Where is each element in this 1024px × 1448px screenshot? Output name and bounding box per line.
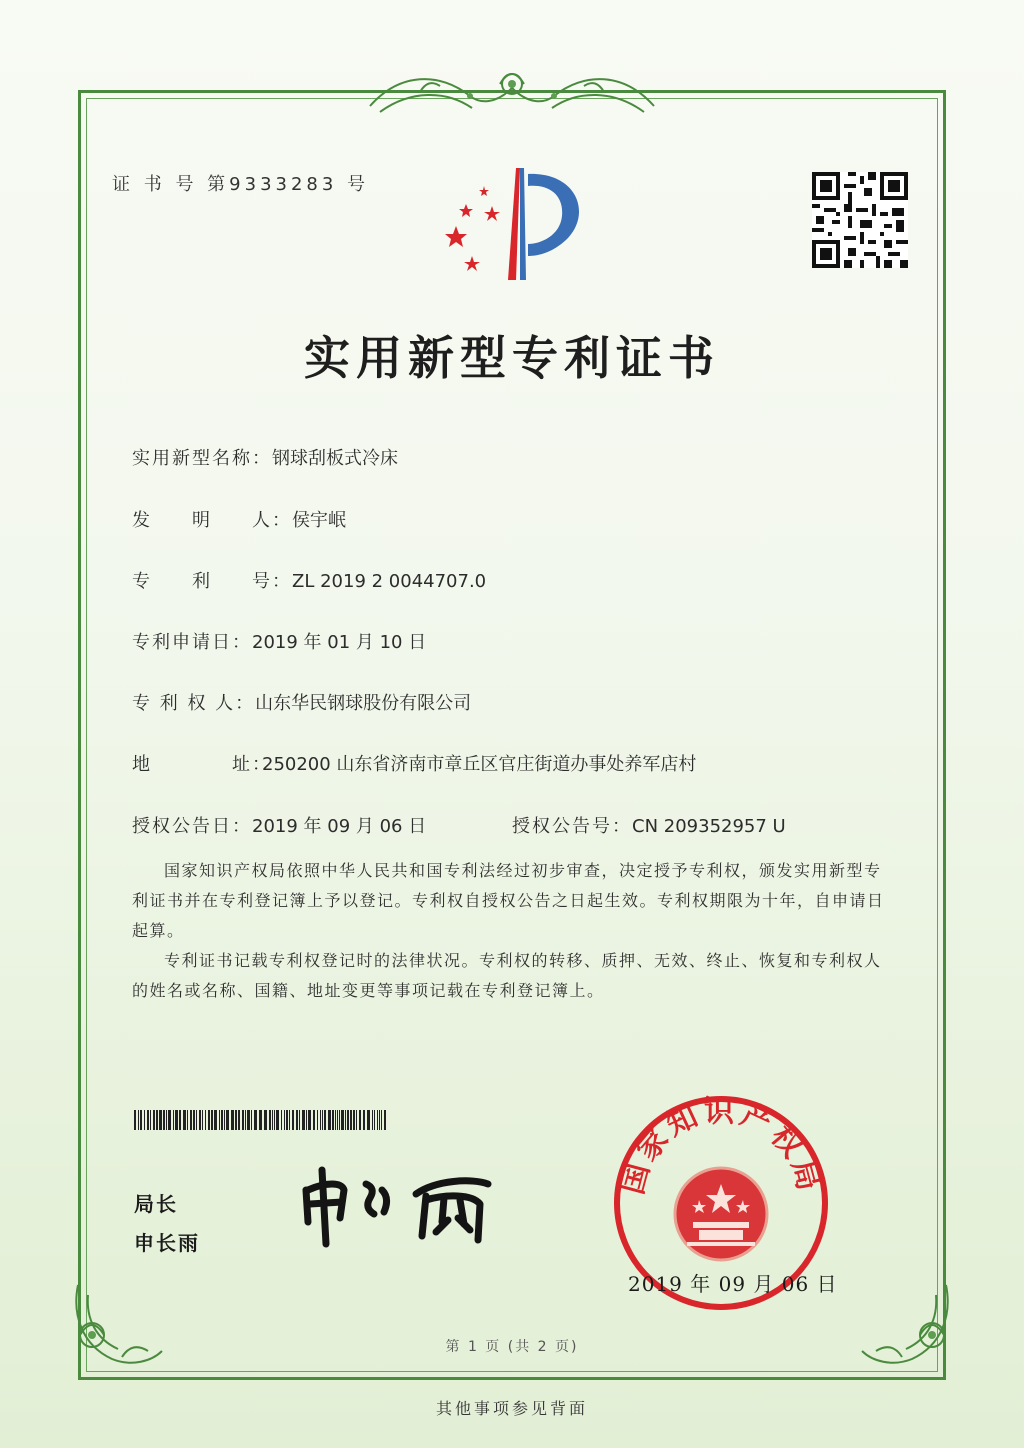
field-utility-model-name: [132, 444, 398, 470]
field-patent-holder: [132, 689, 471, 715]
field-grant-date: [132, 812, 426, 838]
field-label: 发 明 人：: [132, 510, 292, 531]
field-label: 实用新型名称：: [132, 448, 272, 469]
field-label: 专利申请日：: [132, 632, 252, 653]
field-label: 授权公告号：: [512, 816, 632, 837]
field-application-date: [132, 628, 426, 654]
barcode-icon: [134, 1110, 388, 1130]
field-value: CN 209352957 U: [632, 816, 786, 837]
corner-ornament-right: [852, 1265, 962, 1375]
director-name: 申长雨: [134, 1231, 200, 1255]
field-value: 2019 年 09 月 06 日: [252, 816, 427, 837]
page-number: 第 1 页 (共 2 页): [445, 1339, 579, 1355]
director-title: 局长: [134, 1192, 178, 1216]
corner-ornament-left: [62, 1265, 172, 1375]
top-ornament: [360, 62, 664, 126]
field-value: 侯宇岷: [292, 510, 346, 531]
field-label: 授权公告日：: [132, 816, 252, 837]
field-value: 山东华民钢球股份有限公司: [255, 693, 472, 714]
field-label: 地 址：: [132, 754, 272, 775]
qr-code-icon: [812, 172, 908, 268]
field-value: 250200 山东省济南市章丘区官庄街道办事处养军店村: [262, 754, 697, 775]
grant-statement-paragraph: 国家知识产权局依照中华人民共和国专利法经过初步审查，决定授予专利权，颁发实用新型专利证书并在专利登记簿上予以登记。专利权自授权公告之日起生效。专利权期限为十年，自申请日起算。: [132, 861, 885, 940]
field-value: ZL 2019 2 0044707.0: [292, 571, 487, 592]
seal-date: 2019 年 09 月 06 日: [628, 1272, 838, 1296]
director-signature-icon: [296, 1160, 516, 1250]
field-inventor: [132, 506, 346, 532]
field-label: 专 利 号：: [132, 571, 292, 592]
certificate-number: 证 书 号 第9333283 号: [112, 174, 370, 195]
footer-note: 其他事项参见背面: [435, 1399, 588, 1418]
patent-office-logo-icon: [436, 160, 596, 290]
field-patent-number: [132, 567, 486, 593]
legal-status-paragraph: 专利证书记载专利权登记时的法律状况。专利权的转移、质押、无效、终止、恢复和专利权人的姓名或名称、国籍、地址变更等事项记载在专利登记簿上。: [132, 951, 882, 1000]
field-label: 专 利 权 人：: [132, 693, 256, 714]
field-value: 2019 年 01 月 10 日: [252, 632, 427, 653]
field-value: 钢球刮板式冷床: [272, 448, 398, 469]
field-grant-number: [512, 812, 786, 838]
certificate-title: 实用新型专利证书: [304, 331, 720, 385]
seal-text: 国家知识产权局: [615, 1094, 827, 1199]
field-address: [132, 750, 696, 776]
